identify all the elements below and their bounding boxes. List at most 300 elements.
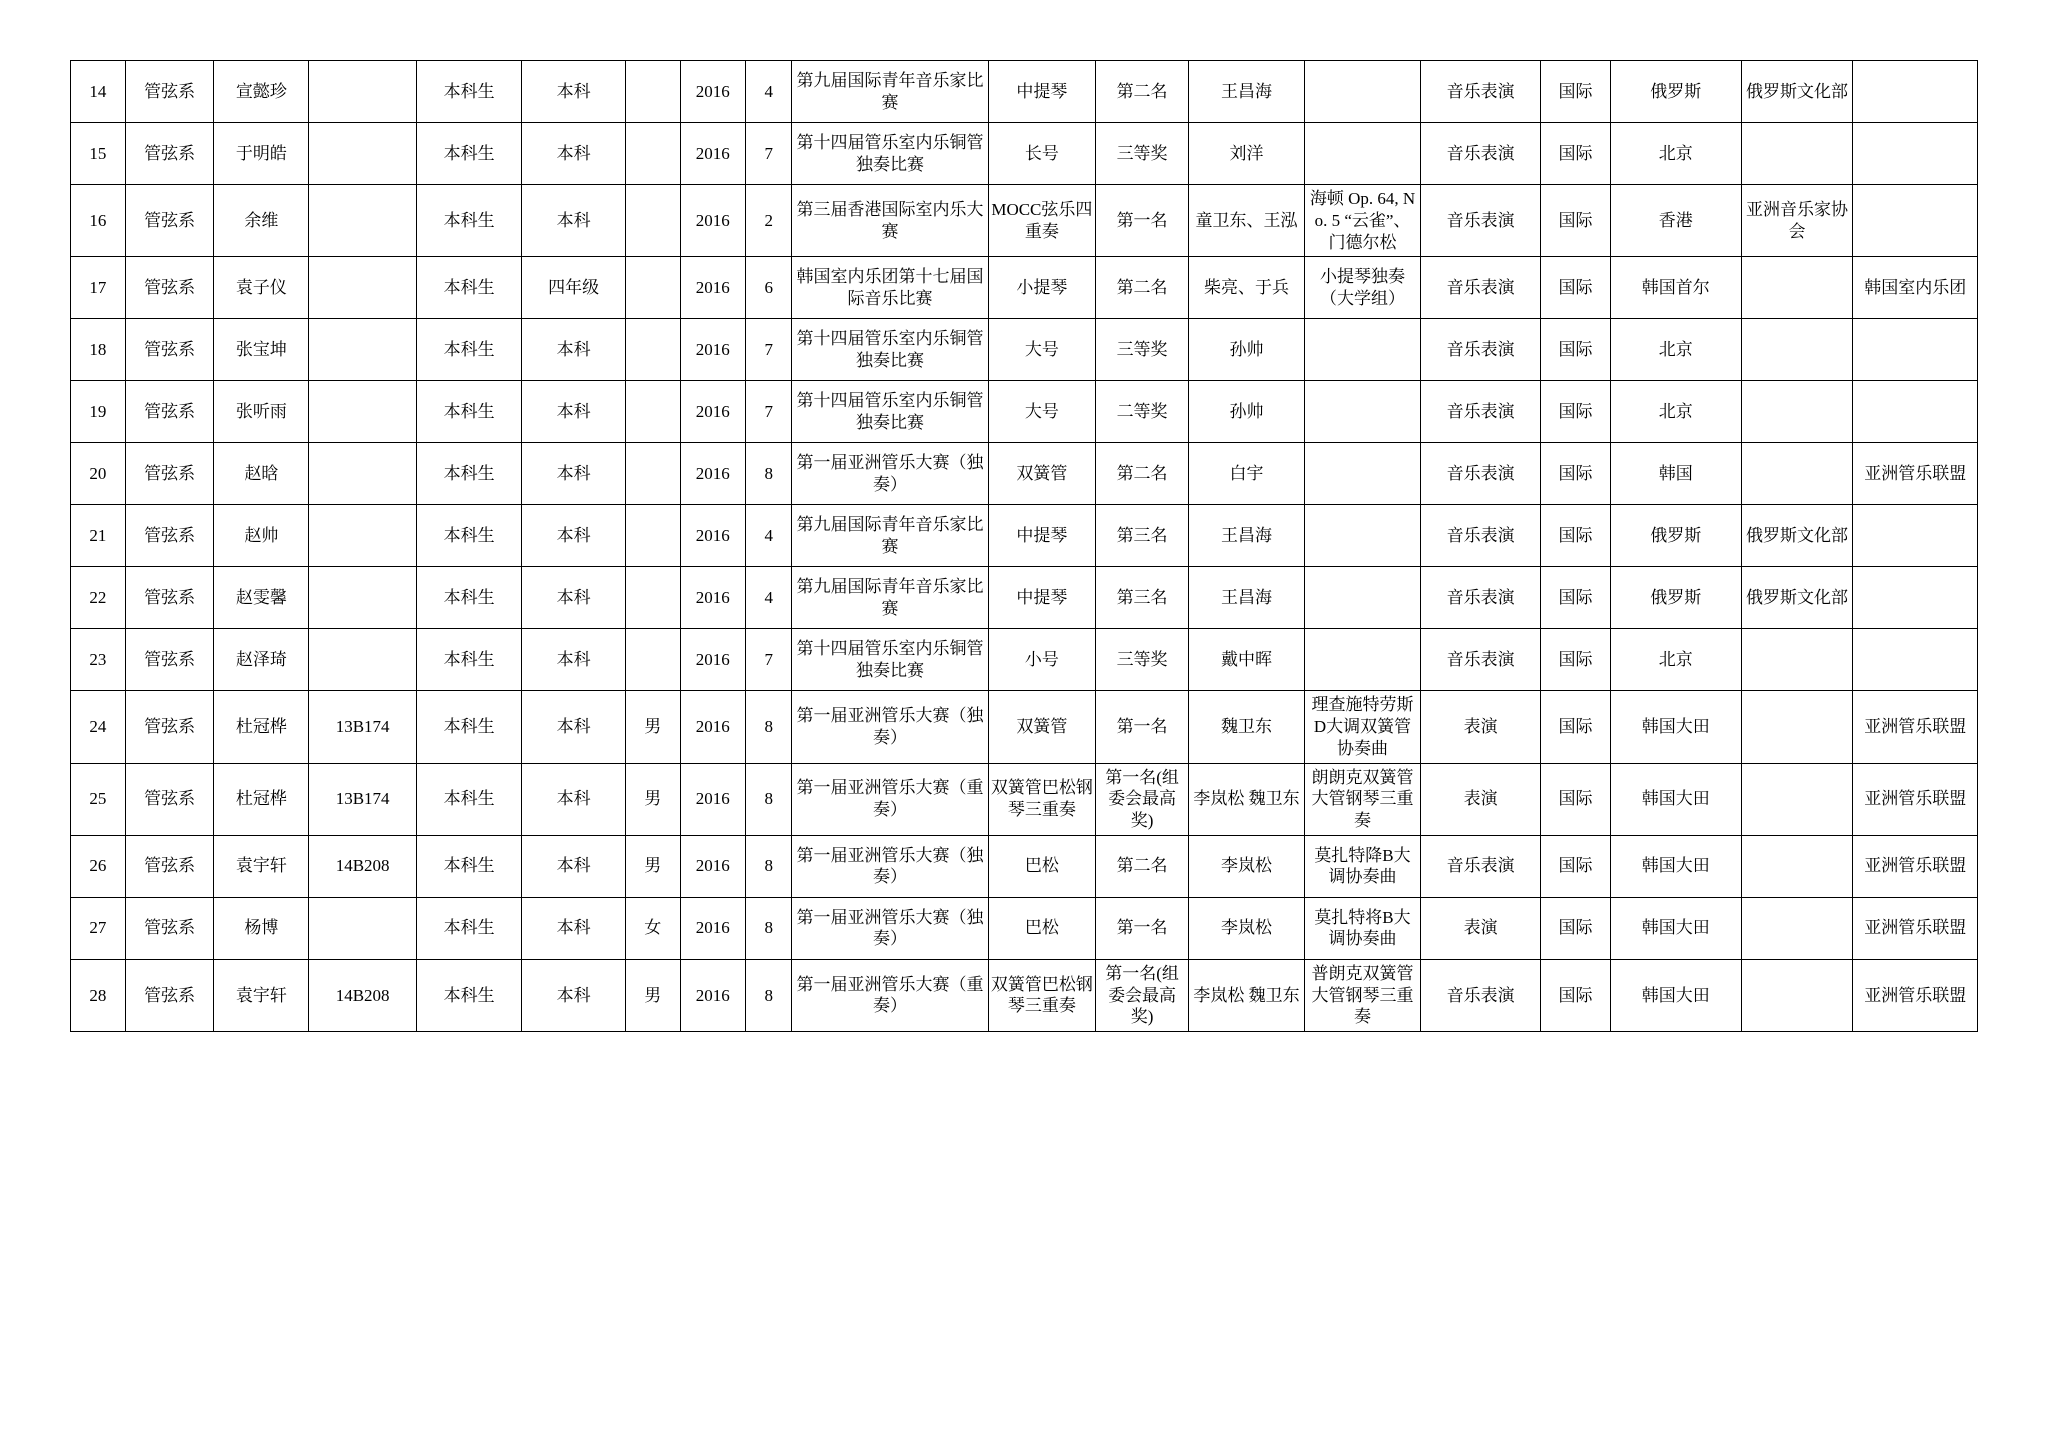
cell-teacher: 李岚松 [1188,835,1304,897]
cell-month: 7 [746,123,792,185]
cell-dept: 管弦系 [125,835,214,897]
cell-major: 巴松 [988,835,1096,897]
cell-teacher: 戴中晖 [1188,629,1304,691]
cell-discipline: 音乐表演 [1421,319,1541,381]
cell-host [1741,257,1853,319]
table-row [71,257,1978,319]
cell-teacher: 柴亮、于兵 [1188,257,1304,319]
cell-no: 18 [71,319,126,381]
cell-month: 8 [746,691,792,763]
cell-gender: 男 [625,691,680,763]
cell-place: 香港 [1610,185,1741,257]
cell-level: 本科 [522,61,625,123]
cell-grade: 国际 [1541,505,1611,567]
cell-discipline: 音乐表演 [1421,185,1541,257]
cell-discipline: 音乐表演 [1421,381,1541,443]
cell-sid [309,257,417,319]
cell-month: 7 [746,629,792,691]
award-records-table [70,60,1978,1032]
cell-category: 本科生 [416,691,521,763]
cell-year: 2016 [680,835,745,897]
cell-place: 俄罗斯 [1610,567,1741,629]
cell-host [1741,835,1853,897]
table-row [71,61,1978,123]
cell-award: 第一名 [1096,897,1189,959]
cell-category: 本科生 [416,629,521,691]
cell-work: 朗朗克双簧管大管钢琴三重奏 [1304,763,1420,835]
cell-category: 本科生 [416,381,521,443]
cell-host: 俄罗斯文化部 [1741,61,1853,123]
cell-grade: 国际 [1541,691,1611,763]
cell-month: 7 [746,381,792,443]
cell-year: 2016 [680,61,745,123]
cell-name: 赵晗 [214,443,309,505]
cell-level: 本科 [522,319,625,381]
cell-category: 本科生 [416,763,521,835]
cell-grade: 国际 [1541,257,1611,319]
cell-gender [625,319,680,381]
cell-gender [625,381,680,443]
cell-dept: 管弦系 [125,257,214,319]
cell-award: 三等奖 [1096,629,1189,691]
cell-teacher: 王昌海 [1188,505,1304,567]
table-row [71,567,1978,629]
cell-discipline: 音乐表演 [1421,835,1541,897]
cell-dept: 管弦系 [125,691,214,763]
cell-host [1741,381,1853,443]
cell-category: 本科生 [416,61,521,123]
cell-discipline: 音乐表演 [1421,123,1541,185]
cell-sid [309,505,417,567]
cell-level: 本科 [522,959,625,1031]
cell-major: 大号 [988,381,1096,443]
cell-no: 23 [71,629,126,691]
table-row [71,381,1978,443]
cell-name: 袁宇轩 [214,959,309,1031]
cell-award: 第一名 [1096,185,1189,257]
cell-level: 本科 [522,381,625,443]
cell-award: 二等奖 [1096,381,1189,443]
cell-grade: 国际 [1541,835,1611,897]
cell-award: 第二名 [1096,835,1189,897]
cell-dept: 管弦系 [125,319,214,381]
cell-organizer: 亚洲管乐联盟 [1853,691,1978,763]
cell-major: 小提琴 [988,257,1096,319]
cell-major: 大号 [988,319,1096,381]
cell-year: 2016 [680,123,745,185]
cell-organizer: 韩国室内乐团 [1853,257,1978,319]
cell-work [1304,567,1420,629]
cell-organizer: 亚洲管乐联盟 [1853,959,1978,1031]
cell-name: 赵帅 [214,505,309,567]
cell-place: 北京 [1610,319,1741,381]
cell-work [1304,123,1420,185]
cell-gender: 男 [625,959,680,1031]
cell-grade: 国际 [1541,185,1611,257]
cell-category: 本科生 [416,835,521,897]
table-row [71,691,1978,763]
cell-work [1304,443,1420,505]
table-row [71,505,1978,567]
cell-name: 杜冠桦 [214,691,309,763]
cell-place: 俄罗斯 [1610,61,1741,123]
cell-no: 17 [71,257,126,319]
cell-month: 7 [746,319,792,381]
cell-category: 本科生 [416,505,521,567]
cell-teacher: 白宇 [1188,443,1304,505]
cell-organizer [1853,381,1978,443]
cell-gender [625,629,680,691]
cell-no: 15 [71,123,126,185]
cell-award: 第二名 [1096,257,1189,319]
cell-competition: 第一届亚洲管乐大赛（独奏） [792,443,988,505]
cell-grade: 国际 [1541,897,1611,959]
cell-sid [309,629,417,691]
cell-no: 22 [71,567,126,629]
cell-competition: 第十四届管乐室内乐铜管独奏比赛 [792,381,988,443]
cell-no: 14 [71,61,126,123]
cell-organizer [1853,61,1978,123]
cell-name: 赵雯馨 [214,567,309,629]
cell-competition: 第十四届管乐室内乐铜管独奏比赛 [792,629,988,691]
cell-month: 8 [746,763,792,835]
cell-grade: 国际 [1541,319,1611,381]
cell-discipline: 音乐表演 [1421,629,1541,691]
cell-teacher: 刘洋 [1188,123,1304,185]
table-body [71,61,1978,1032]
cell-month: 8 [746,835,792,897]
cell-gender [625,443,680,505]
cell-category: 本科生 [416,185,521,257]
cell-category: 本科生 [416,443,521,505]
cell-gender: 男 [625,763,680,835]
cell-place: 韩国大田 [1610,763,1741,835]
cell-level: 四年级 [522,257,625,319]
cell-major: 双簧管 [988,691,1096,763]
cell-place: 韩国首尔 [1610,257,1741,319]
cell-name: 宣懿珍 [214,61,309,123]
cell-major: MOCC弦乐四重奏 [988,185,1096,257]
cell-month: 4 [746,61,792,123]
cell-discipline: 表演 [1421,897,1541,959]
cell-sid [309,319,417,381]
cell-award: 第三名 [1096,567,1189,629]
cell-host: 俄罗斯文化部 [1741,567,1853,629]
cell-host [1741,443,1853,505]
cell-work [1304,505,1420,567]
cell-dept: 管弦系 [125,567,214,629]
cell-dept: 管弦系 [125,443,214,505]
cell-sid [309,61,417,123]
cell-grade: 国际 [1541,629,1611,691]
cell-grade: 国际 [1541,381,1611,443]
cell-award: 第一名(组委会最高奖) [1096,959,1189,1031]
cell-place: 韩国 [1610,443,1741,505]
cell-no: 20 [71,443,126,505]
cell-award: 三等奖 [1096,319,1189,381]
cell-place: 韩国大田 [1610,897,1741,959]
cell-no: 25 [71,763,126,835]
cell-teacher: 童卫东、王泓 [1188,185,1304,257]
cell-award: 三等奖 [1096,123,1189,185]
cell-dept: 管弦系 [125,897,214,959]
cell-category: 本科生 [416,257,521,319]
cell-competition: 第一届亚洲管乐大赛（重奏） [792,763,988,835]
cell-category: 本科生 [416,897,521,959]
cell-organizer [1853,123,1978,185]
cell-grade: 国际 [1541,123,1611,185]
cell-organizer: 亚洲管乐联盟 [1853,443,1978,505]
cell-work [1304,319,1420,381]
cell-place: 韩国大田 [1610,691,1741,763]
cell-sid: 14B208 [309,835,417,897]
cell-place: 北京 [1610,629,1741,691]
cell-discipline: 音乐表演 [1421,61,1541,123]
cell-sid [309,443,417,505]
cell-work: 小提琴独奏（大学组） [1304,257,1420,319]
cell-grade: 国际 [1541,61,1611,123]
cell-sid [309,185,417,257]
cell-no: 27 [71,897,126,959]
cell-level: 本科 [522,505,625,567]
cell-teacher: 王昌海 [1188,567,1304,629]
cell-competition: 第一届亚洲管乐大赛（独奏） [792,897,988,959]
cell-category: 本科生 [416,319,521,381]
cell-major: 双簧管巴松钢琴三重奏 [988,763,1096,835]
cell-teacher: 魏卫东 [1188,691,1304,763]
cell-gender [625,123,680,185]
cell-no: 24 [71,691,126,763]
cell-month: 8 [746,443,792,505]
cell-year: 2016 [680,505,745,567]
cell-year: 2016 [680,319,745,381]
cell-name: 张听雨 [214,381,309,443]
cell-grade: 国际 [1541,443,1611,505]
cell-discipline: 音乐表演 [1421,257,1541,319]
cell-organizer [1853,505,1978,567]
cell-no: 19 [71,381,126,443]
cell-competition: 第一届亚洲管乐大赛（独奏） [792,691,988,763]
cell-category: 本科生 [416,123,521,185]
cell-dept: 管弦系 [125,185,214,257]
cell-dept: 管弦系 [125,381,214,443]
cell-year: 2016 [680,629,745,691]
cell-teacher: 李岚松 魏卫东 [1188,763,1304,835]
cell-level: 本科 [522,835,625,897]
cell-host [1741,319,1853,381]
cell-gender [625,505,680,567]
cell-organizer [1853,567,1978,629]
cell-award: 第二名 [1096,61,1189,123]
cell-teacher: 孙帅 [1188,319,1304,381]
cell-teacher: 王昌海 [1188,61,1304,123]
cell-major: 双簧管巴松钢琴三重奏 [988,959,1096,1031]
cell-level: 本科 [522,691,625,763]
cell-work: 理查施特劳斯D大调双簧管协奏曲 [1304,691,1420,763]
cell-award: 第一名(组委会最高奖) [1096,763,1189,835]
cell-sid [309,567,417,629]
cell-no: 26 [71,835,126,897]
cell-discipline: 音乐表演 [1421,505,1541,567]
cell-sid [309,381,417,443]
cell-year: 2016 [680,763,745,835]
cell-major: 双簧管 [988,443,1096,505]
cell-dept: 管弦系 [125,123,214,185]
cell-sid: 13B174 [309,763,417,835]
cell-work [1304,629,1420,691]
cell-gender: 女 [625,897,680,959]
cell-category: 本科生 [416,959,521,1031]
cell-competition: 第九届国际青年音乐家比赛 [792,567,988,629]
cell-major: 巴松 [988,897,1096,959]
cell-name: 赵泽琦 [214,629,309,691]
cell-competition: 第一届亚洲管乐大赛（独奏） [792,835,988,897]
cell-host [1741,629,1853,691]
cell-month: 8 [746,897,792,959]
cell-year: 2016 [680,443,745,505]
cell-year: 2016 [680,897,745,959]
cell-no: 28 [71,959,126,1031]
cell-dept: 管弦系 [125,61,214,123]
cell-major: 小号 [988,629,1096,691]
cell-major: 中提琴 [988,567,1096,629]
cell-category: 本科生 [416,567,521,629]
cell-gender [625,185,680,257]
cell-place: 韩国大田 [1610,959,1741,1031]
cell-sid: 14B208 [309,959,417,1031]
cell-organizer: 亚洲管乐联盟 [1853,835,1978,897]
cell-host [1741,123,1853,185]
cell-gender [625,257,680,319]
cell-year: 2016 [680,257,745,319]
cell-month: 4 [746,567,792,629]
cell-work: 莫扎特将B大调协奏曲 [1304,897,1420,959]
cell-year: 2016 [680,381,745,443]
table-row [71,443,1978,505]
cell-award: 第一名 [1096,691,1189,763]
cell-teacher: 李岚松 魏卫东 [1188,959,1304,1031]
cell-year: 2016 [680,185,745,257]
cell-competition: 第九届国际青年音乐家比赛 [792,61,988,123]
cell-organizer: 亚洲管乐联盟 [1853,897,1978,959]
cell-name: 袁子仪 [214,257,309,319]
cell-name: 杜冠桦 [214,763,309,835]
cell-organizer [1853,319,1978,381]
cell-teacher: 孙帅 [1188,381,1304,443]
cell-host: 亚洲音乐家协会 [1741,185,1853,257]
cell-dept: 管弦系 [125,629,214,691]
cell-name: 杨博 [214,897,309,959]
cell-month: 4 [746,505,792,567]
cell-place: 北京 [1610,123,1741,185]
cell-level: 本科 [522,123,625,185]
cell-discipline: 音乐表演 [1421,443,1541,505]
cell-year: 2016 [680,567,745,629]
cell-organizer [1853,629,1978,691]
cell-grade: 国际 [1541,959,1611,1031]
cell-work: 莫扎特降B大调协奏曲 [1304,835,1420,897]
cell-discipline: 音乐表演 [1421,567,1541,629]
cell-gender: 男 [625,835,680,897]
cell-level: 本科 [522,629,625,691]
cell-host [1741,763,1853,835]
cell-grade: 国际 [1541,567,1611,629]
table-row [71,763,1978,835]
cell-name: 余维 [214,185,309,257]
cell-gender [625,61,680,123]
cell-major: 长号 [988,123,1096,185]
table-row [71,629,1978,691]
cell-grade: 国际 [1541,763,1611,835]
cell-organizer: 亚洲管乐联盟 [1853,763,1978,835]
cell-sid: 13B174 [309,691,417,763]
cell-work [1304,61,1420,123]
cell-major: 中提琴 [988,505,1096,567]
cell-level: 本科 [522,567,625,629]
cell-name: 袁宇轩 [214,835,309,897]
table-row [71,185,1978,257]
cell-host [1741,897,1853,959]
cell-sid [309,123,417,185]
cell-level: 本科 [522,443,625,505]
table-row [71,835,1978,897]
cell-work: 普朗克双簧管大管钢琴三重奏 [1304,959,1420,1031]
cell-competition: 韩国室内乐团第十七届国际音乐比赛 [792,257,988,319]
table-row [71,123,1978,185]
cell-host [1741,959,1853,1031]
cell-competition: 第一届亚洲管乐大赛（重奏） [792,959,988,1031]
cell-organizer [1853,185,1978,257]
cell-no: 21 [71,505,126,567]
cell-dept: 管弦系 [125,763,214,835]
cell-award: 第三名 [1096,505,1189,567]
cell-year: 2016 [680,959,745,1031]
cell-gender [625,567,680,629]
cell-place: 俄罗斯 [1610,505,1741,567]
cell-month: 6 [746,257,792,319]
cell-place: 北京 [1610,381,1741,443]
cell-award: 第二名 [1096,443,1189,505]
cell-competition: 第九届国际青年音乐家比赛 [792,505,988,567]
cell-name: 张宝坤 [214,319,309,381]
cell-teacher: 李岚松 [1188,897,1304,959]
cell-work [1304,381,1420,443]
cell-month: 8 [746,959,792,1031]
cell-host [1741,691,1853,763]
cell-place: 韩国大田 [1610,835,1741,897]
cell-level: 本科 [522,897,625,959]
cell-sid [309,897,417,959]
table-row [71,959,1978,1031]
cell-major: 中提琴 [988,61,1096,123]
cell-level: 本科 [522,185,625,257]
cell-discipline: 表演 [1421,691,1541,763]
table-row [71,897,1978,959]
cell-competition: 第十四届管乐室内乐铜管独奏比赛 [792,123,988,185]
cell-level: 本科 [522,763,625,835]
cell-no: 16 [71,185,126,257]
cell-dept: 管弦系 [125,505,214,567]
cell-competition: 第三届香港国际室内乐大赛 [792,185,988,257]
cell-discipline: 表演 [1421,763,1541,835]
cell-work: 海顿 Op. 64, No. 5 “云雀”、门德尔松 [1304,185,1420,257]
cell-month: 2 [746,185,792,257]
cell-year: 2016 [680,691,745,763]
cell-host: 俄罗斯文化部 [1741,505,1853,567]
cell-discipline: 音乐表演 [1421,959,1541,1031]
cell-dept: 管弦系 [125,959,214,1031]
cell-competition: 第十四届管乐室内乐铜管独奏比赛 [792,319,988,381]
